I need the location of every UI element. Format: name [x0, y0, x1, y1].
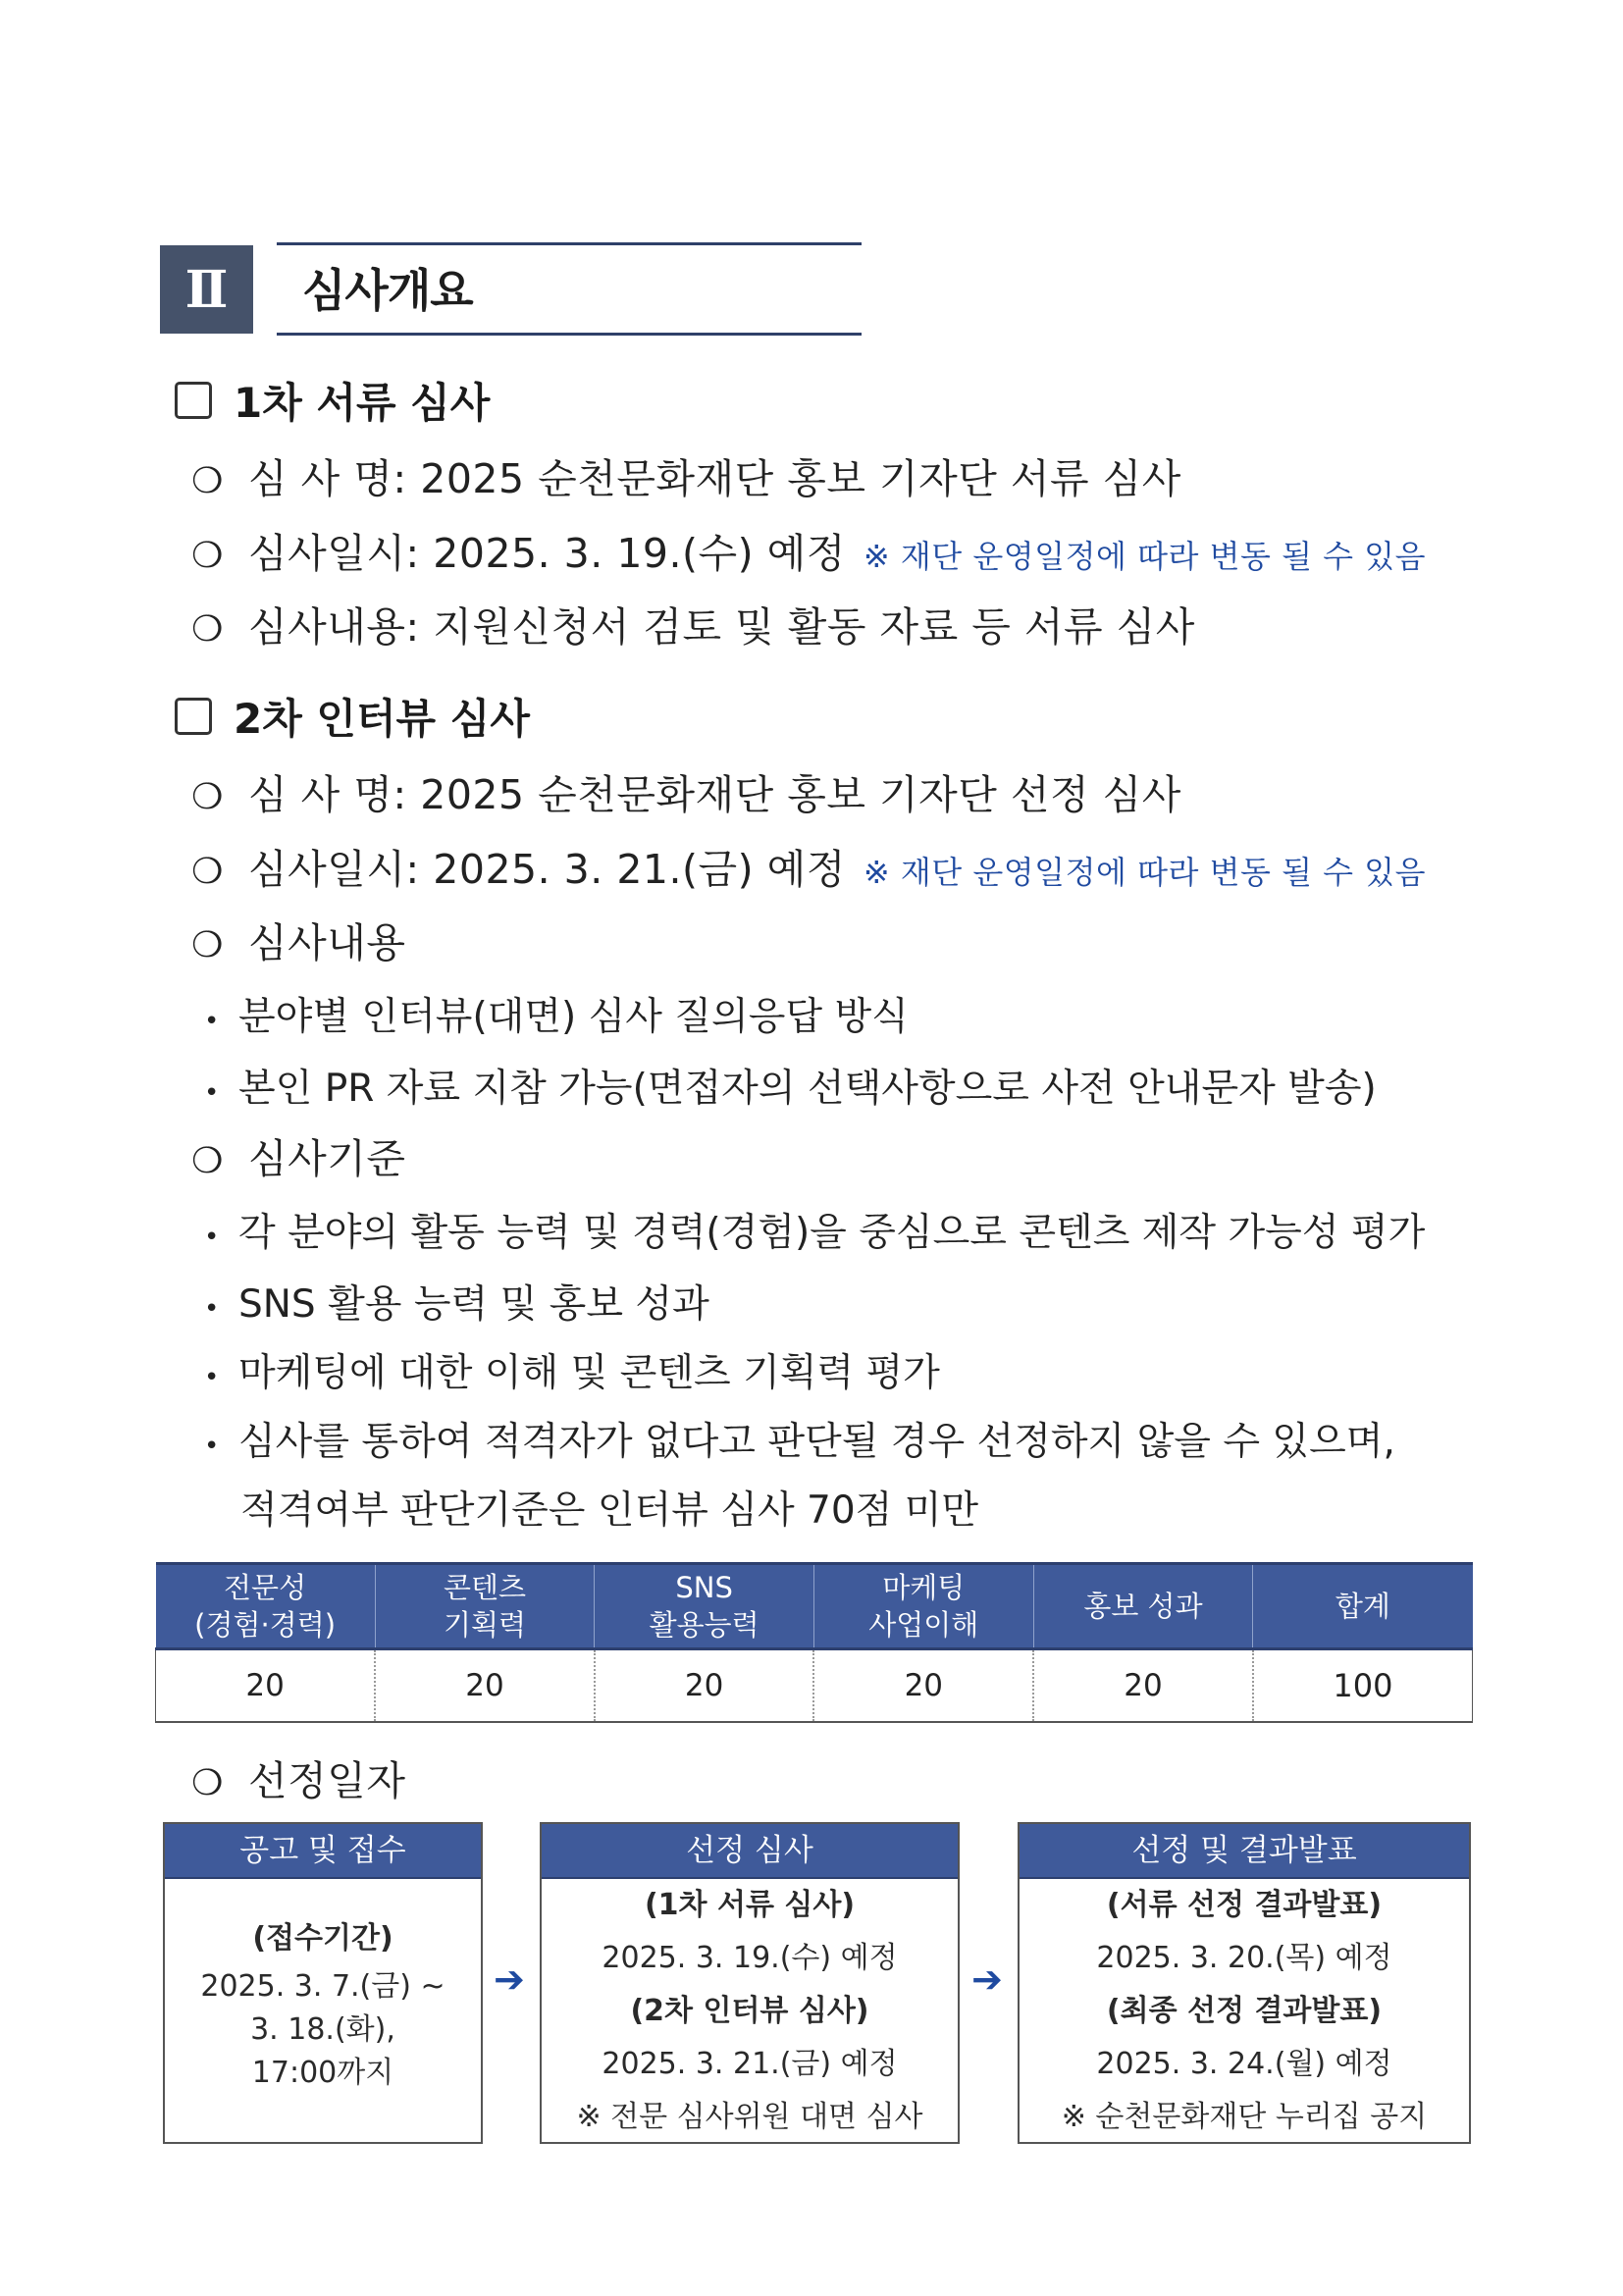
- circle-bullet-icon: ❍: [191, 777, 224, 817]
- schedule-line: 2025. 3. 21.(금) 예정: [602, 2047, 898, 2081]
- stage1-name: 심 사 명: 2025 순천문화재단 홍보 기자단 서류 심사: [248, 455, 1181, 502]
- schedule-box-title: 선정 심사: [542, 1824, 958, 1879]
- schedule-line: 2025. 3. 19.(수) 예정: [602, 1941, 898, 1975]
- stage2-name: 심 사 명: 2025 순천문화재단 홍보 기자단 선정 심사: [248, 771, 1181, 818]
- circle-bullet-icon: ❍: [191, 461, 224, 501]
- stage2-criteria-bullet: 각 분야의 활동 능력 및 경력(경험)을 중심으로 콘텐츠 제작 가능성 평가: [238, 1211, 1426, 1255]
- schedule-line: (1차 서류 심사): [644, 1888, 856, 1922]
- stage2-content-bullet: 본인 PR 자료 지참 가능(면접자의 선택사항으로 사전 안내문자 발송): [238, 1067, 1377, 1111]
- arrow-right-icon: ➔: [971, 1957, 1003, 2001]
- schedule-line: ※ 순천문화재단 누리집 공지: [1061, 2100, 1428, 2134]
- table-header-cell: 합계: [1253, 1564, 1473, 1649]
- checkbox-icon: [175, 698, 212, 735]
- circle-bullet-icon: ❍: [191, 852, 224, 892]
- schedule-line: 2025. 3. 7.(금) ~: [200, 1969, 445, 2004]
- schedule-line: (접수기간): [252, 1921, 393, 1956]
- stage2-content-bullet: 분야별 인터뷰(대면) 심사 질의응답 방식: [238, 995, 909, 1039]
- bullet-icon: •: [204, 1432, 220, 1461]
- schedule-box-title: 공고 및 접수: [165, 1824, 481, 1879]
- stage2-criteria-continuation: 적격여부 판단기준은 인터뷰 심사 70점 미만: [240, 1488, 979, 1533]
- stage1-item: [191, 521, 1426, 579]
- table-cell: 20: [813, 1649, 1033, 1723]
- stage2-item: [191, 1126, 405, 1184]
- stage2-criteria-label: 심사기준: [248, 1135, 406, 1182]
- schedule-line: 17:00까지: [251, 2056, 394, 2090]
- list-item: [204, 1274, 709, 1329]
- score-table: [155, 1562, 1473, 1723]
- stage2-date: 심사일시: 2025. 3. 21.(금) 예정: [248, 846, 846, 893]
- arrow-right-icon: ➔: [494, 1957, 525, 2001]
- circle-bullet-icon: ❍: [191, 536, 224, 576]
- table-header-cell: SNS 활용능력: [595, 1564, 814, 1649]
- table-header-cell: 마케팅 사업이해: [813, 1564, 1033, 1649]
- schedule-box-review: [540, 1822, 960, 2144]
- stage1-item: [191, 595, 1195, 652]
- table-cell: 20: [156, 1649, 376, 1723]
- list-item: [204, 986, 909, 1041]
- table-cell-total: 100: [1253, 1649, 1473, 1723]
- table-cell: 20: [375, 1649, 595, 1723]
- section-number-box: [160, 245, 253, 334]
- stage1-date-note: ※ 재단 운영일정에 따라 변동 될 수 있음: [863, 538, 1427, 575]
- stage2-criteria-bullet: SNS 활용 능력 및 홍보 성과: [238, 1282, 709, 1327]
- circle-bullet-icon: ❍: [191, 1763, 224, 1803]
- schedule-line: (최종 선정 결과발표): [1106, 1994, 1383, 2028]
- schedule-line: 3. 18.(화),: [250, 2012, 395, 2047]
- table-cell: 20: [595, 1649, 814, 1723]
- circle-bullet-icon: ❍: [191, 609, 224, 650]
- selection-label: 선정일자: [248, 1757, 406, 1804]
- schedule-line: (서류 선정 결과발표): [1106, 1888, 1383, 1922]
- schedule-line: 2025. 3. 20.(목) 예정: [1096, 1941, 1392, 1975]
- stage2-heading-text: 2차 인터뷰 심사: [234, 695, 530, 743]
- section-title-rule-bottom: [277, 333, 862, 336]
- list-item: [204, 1202, 1425, 1257]
- section-number: Ⅱ: [184, 259, 229, 320]
- stage2-date-note: ※ 재단 운영일정에 따라 변동 될 수 있음: [863, 854, 1427, 891]
- stage1-date: 심사일시: 2025. 3. 19.(수) 예정: [248, 530, 846, 577]
- list-item: [204, 1342, 940, 1397]
- schedule-box-announcement: [1018, 1822, 1471, 2144]
- section-title: 심사개요: [302, 264, 473, 317]
- circle-bullet-icon: ❍: [191, 925, 224, 965]
- stage1-content: 심사내용: 지원신청서 검토 및 활동 자료 등 서류 심사: [248, 603, 1195, 651]
- selection-label-row: [191, 1748, 405, 1806]
- bullet-icon: •: [204, 1294, 220, 1324]
- section-title-rule-top: [277, 242, 862, 245]
- table-header-cell: 콘텐츠 기획력: [375, 1564, 595, 1649]
- table-header-cell: 홍보 성과: [1033, 1564, 1253, 1649]
- stage1-heading: [175, 371, 490, 430]
- stage1-heading-text: 1차 서류 심사: [234, 379, 491, 427]
- schedule-line: 2025. 3. 24.(월) 예정: [1096, 2047, 1392, 2081]
- stage1-item: [191, 446, 1181, 504]
- bullet-icon: •: [204, 1363, 220, 1392]
- schedule-line: (2차 인터뷰 심사): [630, 1994, 869, 2028]
- stage2-heading: [175, 687, 530, 746]
- bullet-icon: •: [204, 1078, 220, 1108]
- bullet-icon: •: [204, 1007, 220, 1036]
- table-row: [156, 1649, 1473, 1723]
- stage2-content-label: 심사내용: [248, 919, 406, 966]
- stage2-item: [191, 837, 1426, 895]
- stage2-item: [191, 911, 405, 968]
- schedule-line: ※ 전문 심사위원 대면 심사: [576, 2100, 923, 2134]
- schedule-box-title: 선정 및 결과발표: [1020, 1824, 1469, 1879]
- stage2-criteria-bullet: 심사를 통하여 적격자가 없다고 판단될 경우 선정하지 않을 수 있으며,: [238, 1420, 1395, 1464]
- table-header-cell: 전문성 (경험·경력): [156, 1564, 376, 1649]
- list-item: [204, 1411, 1395, 1466]
- bullet-icon: •: [204, 1223, 220, 1252]
- table-header-row: [156, 1564, 1473, 1649]
- list-item: [204, 1058, 1377, 1113]
- checkbox-icon: [175, 382, 212, 419]
- stage2-item: [191, 762, 1181, 820]
- table-cell: 20: [1033, 1649, 1253, 1723]
- circle-bullet-icon: ❍: [191, 1141, 224, 1181]
- stage2-criteria-bullet: 마케팅에 대한 이해 및 콘텐츠 기획력 평가: [238, 1351, 940, 1395]
- schedule-box-application: [163, 1822, 483, 2144]
